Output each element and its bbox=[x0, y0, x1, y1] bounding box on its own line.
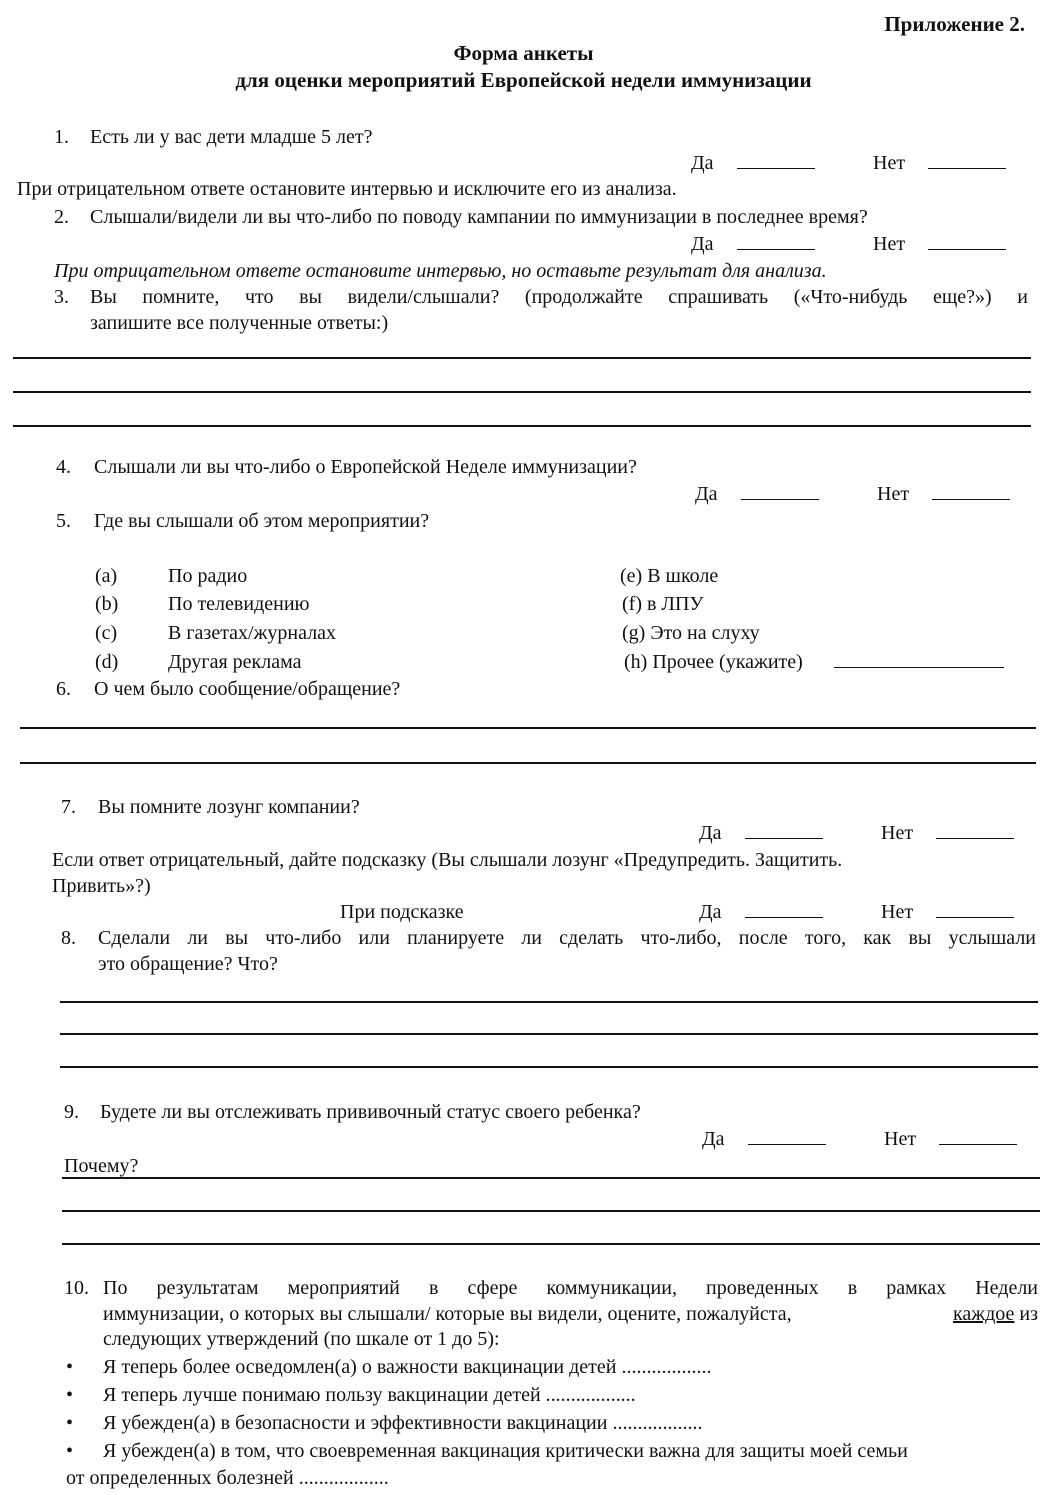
q1-number: 1. bbox=[54, 126, 69, 148]
q5-option-heard[interactable]: (g) Это на слуху bbox=[622, 622, 760, 644]
q4-yes-blank[interactable] bbox=[741, 483, 819, 500]
bullet-icon: • bbox=[66, 1440, 74, 1462]
q7-hint-label: При подсказке bbox=[340, 901, 464, 923]
q4-no-blank[interactable] bbox=[932, 483, 1010, 500]
q9-yes-blank[interactable] bbox=[748, 1128, 826, 1145]
q3-text-line1: Вы помните, что вы видели/слышали? (продолжайте спрашивать («Что-нибудь еще?») и bbox=[90, 286, 1028, 308]
q2-note: При отрицательном ответе остановите интервью, но оставьте результат для анализа. bbox=[54, 260, 827, 282]
q10-emphasis-each: каждое bbox=[952, 1303, 1015, 1325]
q4-yes-label: Да bbox=[695, 483, 718, 505]
q3-text-line2: запишите все полученные ответы:) bbox=[90, 312, 389, 334]
q5-text: Где вы слышали об этом мероприятии? bbox=[94, 510, 430, 532]
q10-statement: Я убежден(а) в том, что своевременная вакцинация критически важна для защиты моей семьи bbox=[103, 1440, 908, 1462]
q8-answer-line-3[interactable] bbox=[60, 1066, 1038, 1068]
q3-answer-line-2[interactable] bbox=[13, 391, 1031, 393]
q1-note: При отрицательном ответе остановите интервью и исключите его из анализа. bbox=[17, 178, 677, 200]
q10-statement: Я теперь лучше понимаю пользу вакцинации детей .................. bbox=[103, 1384, 636, 1406]
form-title: Форма анкеты bbox=[453, 41, 594, 65]
q7-no-blank[interactable] bbox=[936, 822, 1014, 839]
q2-no-label: Нет bbox=[873, 233, 906, 255]
q10-number: 10. bbox=[64, 1277, 89, 1299]
bullet-icon: • bbox=[66, 1412, 74, 1434]
q3-number: 3. bbox=[54, 286, 69, 308]
q6-answer-line-1[interactable] bbox=[20, 727, 1036, 729]
bullet-icon: • bbox=[66, 1356, 74, 1378]
q5-option-label[interactable]: По радио bbox=[168, 565, 248, 587]
q7-no-label: Нет bbox=[881, 822, 914, 844]
q9-number: 9. bbox=[64, 1101, 79, 1123]
q7-number: 7. bbox=[61, 796, 76, 818]
q5-option-key: (a) bbox=[95, 565, 118, 587]
q10-statement-continuation: от определенных болезней .................. bbox=[66, 1467, 389, 1489]
q6-number: 6. bbox=[56, 678, 71, 700]
q10-text-line2-end bbox=[953, 1302, 1038, 1326]
q5-option-key: (b) bbox=[95, 593, 119, 615]
q5-option-school[interactable]: (e) В школе bbox=[620, 565, 719, 587]
form-subtitle: для оценки мероприятий Европейской недели иммунизации bbox=[235, 68, 812, 92]
q4-no-label: Нет bbox=[877, 483, 910, 505]
q5-option-other[interactable]: (h) Прочее (укажите) bbox=[624, 651, 803, 673]
q9-answer-line-3[interactable] bbox=[62, 1243, 1040, 1245]
q10-statement: Я теперь более осведомлен(а) о важности вакцинации детей .................. bbox=[103, 1356, 712, 1378]
q1-text: Есть ли у вас дети младше 5 лет? bbox=[90, 126, 373, 148]
q8-text-line2: это обращение? Что? bbox=[98, 953, 278, 975]
q2-no-blank[interactable] bbox=[928, 233, 1006, 250]
q2-number: 2. bbox=[54, 206, 69, 228]
q1-no-blank[interactable] bbox=[928, 152, 1006, 169]
q9-why-label: Почему? bbox=[64, 1155, 139, 1177]
q6-answer-line-2[interactable] bbox=[20, 762, 1036, 764]
bullet-icon: • bbox=[66, 1384, 74, 1406]
q5-other-blank[interactable] bbox=[834, 651, 1004, 668]
q10-text-line3: следующих утверждений (по шкале от 1 до 5): bbox=[103, 1328, 500, 1350]
q7-note-line1: Если ответ отрицательный, дайте подсказку (Вы слышали лозунг «Предупредить. Защитить. bbox=[52, 849, 843, 871]
appendix-label: Приложение 2. bbox=[884, 12, 1025, 36]
q1-no-label: Нет bbox=[873, 152, 906, 174]
q9-yes-label: Да bbox=[702, 1128, 725, 1150]
q5-option-clinic[interactable]: (f) в ЛПУ bbox=[622, 593, 704, 615]
q10-text-line1: По результатам мероприятий в сфере коммуникации, проведенных в рамках Недели bbox=[103, 1277, 1038, 1299]
q10-text-line2-start: иммунизации, о которых вы слышали/ которые вы видели, оцените, пожалуйста, bbox=[103, 1303, 792, 1325]
q8-text-line1: Сделали ли вы что-либо или планируете ли сделать что-либо, после того, как вы услышали bbox=[98, 927, 1036, 949]
q9-no-blank[interactable] bbox=[939, 1128, 1017, 1145]
q3-answer-line-3[interactable] bbox=[13, 425, 1031, 427]
q9-answer-line-1[interactable] bbox=[62, 1177, 1040, 1179]
q8-answer-line-1[interactable] bbox=[60, 1001, 1038, 1003]
q7-hint-yes-blank[interactable] bbox=[745, 901, 823, 918]
q2-yes-blank[interactable] bbox=[737, 233, 815, 250]
q2-yes-label: Да bbox=[691, 233, 714, 255]
q5-option-label[interactable]: Другая реклама bbox=[168, 651, 302, 673]
q7-note-line2: Привить»?) bbox=[52, 875, 151, 897]
q5-option-key: (c) bbox=[95, 622, 118, 644]
q7-yes-blank[interactable] bbox=[745, 822, 823, 839]
q7-hint-yes-label: Да bbox=[699, 901, 722, 923]
q10-text-line2-tail: из bbox=[1019, 1303, 1038, 1325]
q5-option-key: (d) bbox=[95, 651, 119, 673]
q4-number: 4. bbox=[56, 456, 71, 478]
q2-text: Слышали/видели ли вы что-либо по поводу кампании по иммунизации в последнее время? bbox=[90, 206, 868, 228]
q9-answer-line-2[interactable] bbox=[62, 1210, 1040, 1212]
q8-answer-line-2[interactable] bbox=[60, 1033, 1038, 1035]
q6-text: О чем было сообщение/обращение? bbox=[94, 678, 401, 700]
q10-text-line2 bbox=[103, 1302, 1038, 1326]
q10-statement: Я убежден(а) в безопасности и эффективности вакцинации .................. bbox=[103, 1412, 703, 1434]
q9-no-label: Нет bbox=[884, 1128, 917, 1150]
q5-option-label[interactable]: В газетах/журналах bbox=[168, 622, 337, 644]
q4-text: Слышали ли вы что-либо о Европейской Неделе иммунизации? bbox=[94, 456, 637, 478]
q1-yes-blank[interactable] bbox=[737, 152, 815, 169]
q7-yes-label: Да bbox=[699, 822, 722, 844]
q7-hint-no-label: Нет bbox=[881, 901, 914, 923]
q3-answer-line-1[interactable] bbox=[13, 357, 1031, 359]
q8-number: 8. bbox=[61, 927, 76, 949]
q1-yes-label: Да bbox=[691, 152, 714, 174]
q7-hint-no-blank[interactable] bbox=[936, 901, 1014, 918]
q7-text: Вы помните лозунг компании? bbox=[98, 796, 360, 818]
q5-option-label[interactable]: По телевидению bbox=[168, 593, 310, 615]
q5-number: 5. bbox=[56, 510, 71, 532]
q9-text: Будете ли вы отслеживать прививочный статус своего ребенка? bbox=[100, 1101, 641, 1123]
